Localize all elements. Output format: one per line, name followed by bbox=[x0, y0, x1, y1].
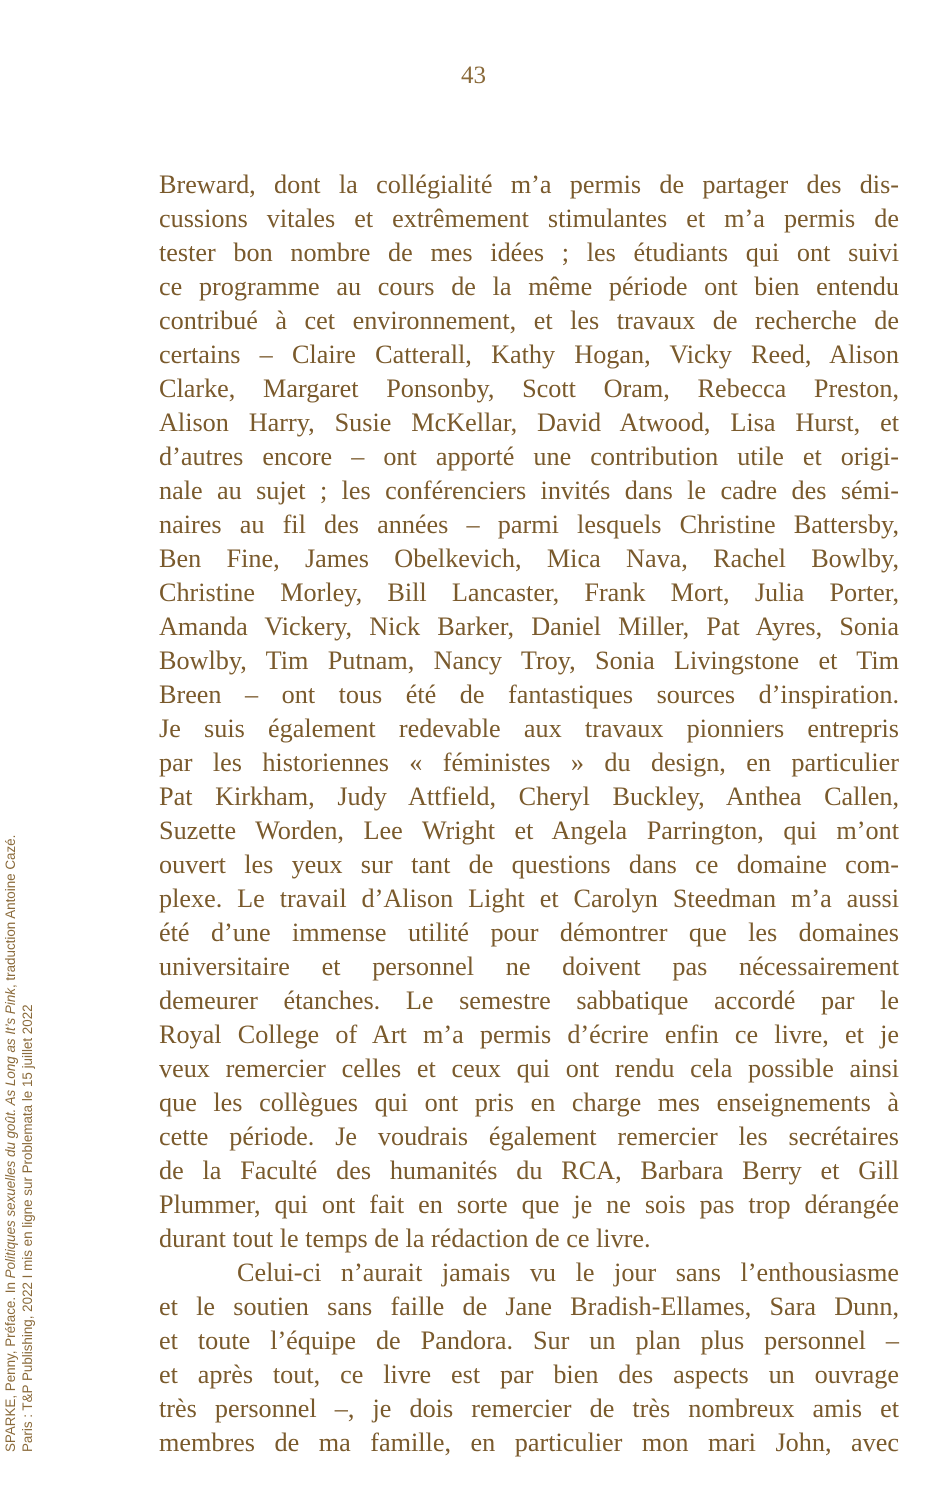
body-text bbox=[159, 168, 899, 1460]
text-line: Ben Fine, James Obelkevich, Mica Nava, Rachel Bowlby, bbox=[159, 544, 899, 573]
paragraph-end-line: durant tout le temps de la rédaction de ce livre. bbox=[159, 1224, 651, 1253]
text-line: Je suis également redevable aux travaux pionniers entrepris bbox=[159, 714, 899, 743]
text-line: et toute l’équipe de Pandora. Sur un plan plus personnel – bbox=[159, 1326, 899, 1355]
citation-suffix: , traduction Antoine Cazé. bbox=[3, 834, 18, 989]
text-line: naires au fil des années – parmi lesquels Christine Battersby, bbox=[159, 510, 899, 539]
text-line: Amanda Vickery, Nick Barker, Daniel Miller, Pat Ayres, Sonia bbox=[159, 612, 899, 641]
citation-prefix: SPARKE, Penny, Préface. In bbox=[3, 1278, 18, 1452]
text-line: cette période. Je voudrais également remercier les secrétaires bbox=[159, 1122, 899, 1151]
text-line: membres de ma famille, en particulier mon mari John, avec bbox=[159, 1428, 899, 1457]
citation-book-title: Politiques sexuelles du goût. As Long as It’s Pink bbox=[3, 988, 18, 1279]
paragraph-start-line: Celui-ci n’aurait jamais vu le jour sans l’enthousiasme bbox=[237, 1258, 899, 1287]
text-line: d’autres encore – ont apporté une contribution utile et origi- bbox=[159, 442, 899, 471]
text-line: que les collègues qui ont pris en charge mes enseignements à bbox=[159, 1088, 899, 1117]
text-line: nale au sujet ; les conférenciers invités dans le cadre des sémi- bbox=[159, 476, 899, 505]
text-line: Suzette Worden, Lee Wright et Angela Parrington, qui m’ont bbox=[159, 816, 899, 845]
text-line: par les historiennes « féministes » du design, en particulier bbox=[159, 748, 899, 777]
text-line: Alison Harry, Susie McKellar, David Atwood, Lisa Hurst, et bbox=[159, 408, 899, 437]
page-number: 43 bbox=[461, 62, 486, 89]
text-line: Bowlby, Tim Putnam, Nancy Troy, Sonia Livingstone et Tim bbox=[159, 646, 899, 675]
text-line: contribué à cet environnement, et les travaux de recherche de bbox=[159, 306, 899, 335]
text-line: Pat Kirkham, Judy Attfield, Cheryl Buckley, Anthea Callen, bbox=[159, 782, 899, 811]
text-line: universitaire et personnel ne doivent pas nécessairement bbox=[159, 952, 899, 981]
text-line: Plummer, qui ont fait en sorte que je ne sois pas trop dérangée bbox=[159, 1190, 899, 1219]
text-line: de la Faculté des humanités du RCA, Barbara Berry et Gill bbox=[159, 1156, 899, 1185]
text-line: été d’une immense utilité pour démontrer que les domaines bbox=[159, 918, 899, 947]
text-line: Breward, dont la collégialité m’a permis de partager des dis- bbox=[159, 170, 899, 199]
text-line: veux remercier celles et ceux qui ont rendu cela possible ainsi bbox=[159, 1054, 899, 1083]
citation-sidebar bbox=[2, 692, 36, 1452]
text-line: demeurer étanches. Le semestre sabbatique accordé par le bbox=[159, 986, 899, 1015]
text-line: Clarke, Margaret Ponsonby, Scott Oram, Rebecca Preston, bbox=[159, 374, 899, 403]
citation-line-1 bbox=[2, 692, 19, 1452]
text-line: et après tout, ce livre est par bien des aspects un ouvrage bbox=[159, 1360, 899, 1389]
text-line: certains – Claire Catterall, Kathy Hogan, Vicky Reed, Alison bbox=[159, 340, 899, 369]
text-line: tester bon nombre de mes idées ; les étudiants qui ont suivi bbox=[159, 238, 899, 267]
text-line: Breen – ont tous été de fantastiques sources d’inspiration. bbox=[159, 680, 899, 709]
text-line: ouvert les yeux sur tant de questions dans ce domaine com- bbox=[159, 850, 899, 879]
text-line: et le soutien sans faille de Jane Bradish-Ellames, Sara Dunn, bbox=[159, 1292, 899, 1321]
text-line: Royal College of Art m’a permis d’écrire enfin ce livre, et je bbox=[159, 1020, 899, 1049]
text-line: très personnel –, je dois remercier de très nombreux amis et bbox=[159, 1394, 899, 1423]
text-line: ce programme au cours de la même période ont bien entendu bbox=[159, 272, 899, 301]
citation-line-2: Paris : T&P Publishing, 2022 I mis en ligne sur Problemata le 15 juillet 2022 bbox=[20, 1004, 35, 1452]
text-line: plexe. Le travail d’Alison Light et Carolyn Steedman m’a aussi bbox=[159, 884, 899, 913]
text-line: Christine Morley, Bill Lancaster, Frank Mort, Julia Porter, bbox=[159, 578, 899, 607]
text-line: cussions vitales et extrêmement stimulantes et m’a permis de bbox=[159, 204, 899, 233]
